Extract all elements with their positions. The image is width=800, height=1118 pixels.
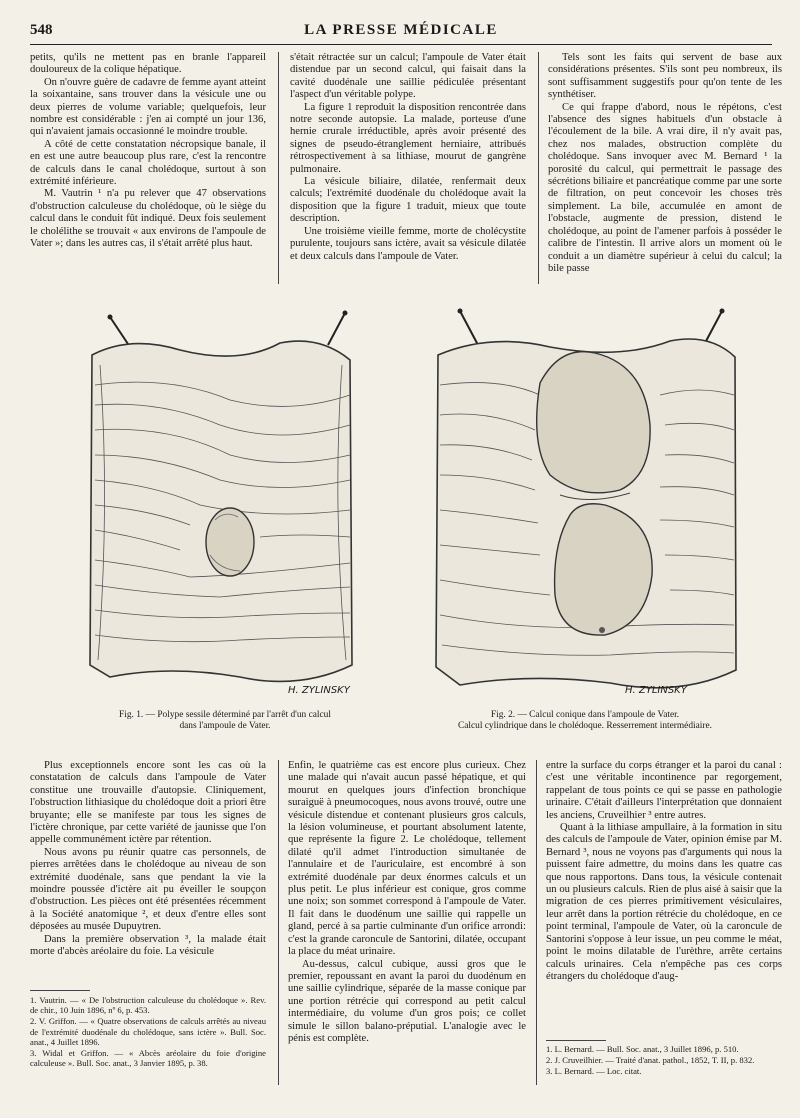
- page-header: [30, 18, 772, 45]
- column-divider: [278, 760, 279, 1085]
- paragraph: Quant à la lithiase ampullaire, à la formation in situ des calculs de l'ampoule de Vater, opinion émise par M. Bernard ³, nous ne voyons pas d'arguments qui nous la puissent faire admettre, du moins dans les quatre cas que nous rapportons. Dans tous, la vésicule contenait un ou plusieurs calculs. Rien de plus aisé à saisir que la migration de ces pierres primitivement vésiculaires, leur arrêt dans la portion rétrécie du cholédoque, en ce point terminal, l'ampoule de Vater, où la caroncule de Santorini s'oppose à leur issue, un peu comme le méat, point le moins dilatable de l'urèthre, arrête certains calculs urinaires. Cela n'empêche pas ces corps étrangers du cholédoque d'aug-: [546, 822, 782, 982]
- footnote: 3. L. Bernard. — Loc. citat.: [546, 1066, 642, 1077]
- paragraph: Tels sont les faits qui servent de base aux considérations présentes. S'ils sont peu nombreux, ils sont suffisamment suggestifs pour qu'on tente de les synthétiser.: [548, 52, 782, 101]
- column-divider: [278, 52, 279, 284]
- footnote: 2. V. Griffon. — « Quatre observations de calculs arrêtés au niveau de l'extrémité duodénale du cholédoque, sans ictère ». Bull. Soc. anat., 4 Juillet 1896.: [30, 1016, 266, 1047]
- figure-1-caption: Fig. 1. — Polype sessile déterminé par l'arrêt d'un calcul dans l'ampoule de Vater.: [119, 710, 331, 731]
- journal-title: LA PRESSE MÉDICALE: [304, 22, 498, 38]
- footnote: 1. L. Bernard. — Bull. Soc. anat., 3 Juillet 1896, p. 510.: [546, 1044, 739, 1054]
- figure-2-signature: H. ZYLINSKY: [625, 685, 687, 696]
- paragraph: Ce qui frappe d'abord, nous le répétons, c'est l'absence des signes habituels d'un obstacle à l'écoulement de la bile. A vrai dire, il n'y avait pas, chez nos malades, obstruction complète du cholédoque. Sans invoquer avec M. Bernard ¹ la porosité du calcul, qui permettrait le passage des sécrétions biliaire et pancréatique comme par une sorte de filtration, on peut concevoir les choses très simplement. La bile, accumulée en amont de l'obstacle, augmente de pression, distend le cholédoque, au point de l'amener parfois à posséder le calibre de l'intestin. Il arrive alors un moment où le conduit a un diamètre supérieur à celui du calcul; la bile passe: [548, 101, 782, 274]
- paragraph: La vésicule biliaire, dilatée, renfermait deux calculs; l'extrémité duodénale du cholédoque avait la disposition que la figure 1 traduit, mieux que toute description.: [290, 176, 526, 225]
- paragraph: M. Vautrin ¹ n'a pu relever que 47 observations d'obstruction calculeuse du cholédoque, où le siège du calcul dans le conduit fût indiqué. Deux fois seulement le cholélithe se trouvait « aux environs de l'ampoule de Vater »; dans les autres cas, il s'était arrêté plus haut.: [30, 188, 266, 250]
- paragraph: Une troisième vieille femme, morte de cholécystite purulente, toujours sans ictère, avait sa vésicule dilatée et deux calculs dans l'ampoule de Vater.: [290, 225, 526, 262]
- paragraph: On n'ouvre guère de cadavre de femme ayant atteint la soixantaine, sans trouver dans la vésicule une ou deux pierres de volume variable; quelquefois, leur nombre est considérable : j'en ai compté un jour 136, qui n'avaient jamais occasionné le moindre trouble.: [30, 76, 266, 138]
- bottom-column-3: [546, 760, 782, 983]
- footnote: 1. Vautrin. — « De l'obstruction calculeuse du cholédoque ». Rev. de chir., 10 Juin 1896, nº 6, p. 453.: [30, 995, 266, 1016]
- column-divider: [538, 52, 539, 284]
- figure-2-illustration: [420, 305, 740, 705]
- footnotes-left: [30, 995, 266, 1069]
- footnotes-right: [546, 1044, 782, 1078]
- figure-1-illustration: [70, 305, 370, 705]
- paragraph: La figure 1 reproduit la disposition rencontrée dans notre seconde autopsie. La malade, porteuse d'une hernie crurale irréductible, après avoir présenté des signes de pseudo-étranglement herniaire, attribués rétrospectivement à sa lithiase, mourut de gangrène pulmonaire.: [290, 101, 526, 175]
- footnote: 3. Widal et Griffon. — « Abcès aréolaire du foie d'origine calculeuse ». Bull. Soc. anat., 3 Janvier 1895, p. 38.: [30, 1048, 266, 1069]
- paragraph: Plus exceptionnels encore sont les cas où la constatation de calculs dans l'ampoule de Vater constitue une trouvaille d'autopsie. Cliniquement, l'obstruction lithiasique du cholédoque doit a priori être bruyante; elle se manifeste par tous les signes de l'ictère chronique, par cette variété de jaunisse que l'on appelle communément ictère par rétention.: [30, 760, 266, 846]
- paragraph: Enfin, le quatrième cas est encore plus curieux. Chez une malade qui n'avait aucun passé hépatique, et qui mourut en quelques jours d'infection bronchique suraiguë à pneumocoques, nous avons trouvé, outre une vésicule distendue et contenant plusieurs gros calculs, la lésion volumineuse, et pourtant absolument latente, que représente la figure 2. Le cholédoque, tellement dilaté qu'il admet l'introduction simultanée de l'annulaire et de l'auriculaire, est encombré à son extrémité duodénale par deux énormes calculs et un plus petit. Le plus inférieur est conique, gros comme une noix; son sommet correspond à l'ampoule de Vater. Il fait dans le duodénum une saillie qui rappelle un gland, percé à sa partie culminante d'un orifice arrondi: c'est la grande caroncule de Santorini, dilatée, occupant la place du méat urinaire.: [288, 760, 526, 958]
- top-column-3: [548, 52, 782, 275]
- figure-2: [420, 305, 740, 705]
- paragraph: petits, qu'ils ne mettent pas en branle l'appareil douloureux de la colique hépatique.: [30, 52, 266, 76]
- bottom-column-1: [30, 760, 266, 959]
- column-divider: [536, 760, 537, 1085]
- paragraph: Dans la première observation ³, la malade était morte d'abcès aréolaire du foie. La vésicule: [30, 933, 266, 958]
- footnote-rule: [546, 1040, 606, 1041]
- footnote: 2. J. Cruveilhier. — Traité d'anat. pathol., 1852, T. II, p. 832.: [546, 1055, 755, 1066]
- figure-1-signature: H. ZYLINSKY: [288, 685, 350, 696]
- paragraph: Au-dessus, calcul cubique, aussi gros que le premier, repoussant en avant la paroi du duodénum en une saillie cylindrique, séparée de la masse conique par une portion rétrécie qui correspond au petit calcul intermédiaire, du volume d'un gros pois; ce collet simule le sillon balano-préputial. L'analogie avec le pénis est complète.: [288, 958, 526, 1044]
- paragraph: Nous avons pu réunir quatre cas personnels, de pierres arrêtées dans le cholédoque au niveau de son extrémité duodénale, sans que pendant la vie la moindre poussée d'ictère ait pu éveiller le soupçon d'obstruction. Les pièces ont été présentées récemment à la Société anatomique ², et deux d'entre elles sont déposées au musée Dupuytren.: [30, 846, 266, 933]
- figure-2-caption: Fig. 2. — Calcul conique dans l'ampoule de Vater. Calcul cylindrique dans le cholédoque. Resserrement intermédiaire.: [457, 710, 713, 731]
- paragraph: s'était rétractée sur un calcul; l'ampoule de Vater était distendue par un second calcul, qui faisait dans la cavité duodénale une saillie pédiculée présentant l'aspect d'un véritable polype.: [290, 52, 526, 101]
- paragraph: A côté de cette constatation nécropsique banale, il en est une autre beaucoup plus rare, c'est la rencontre de calculs dans le canal cholédoque, surtout à son extrémité inférieure.: [30, 138, 266, 188]
- bottom-column-2: [288, 760, 526, 1045]
- top-column-1: [30, 52, 266, 251]
- footnote-rule: [30, 990, 90, 991]
- page-number: 548: [30, 22, 53, 38]
- top-column-2: [290, 52, 526, 263]
- paragraph: entre la surface du corps étranger et la paroi du canal : c'est une véritable incontinence par regorgement, rappelant de tous points ce qui se passe en pathologie urinaire. C'était d'ailleurs l'interprétation que donnaient les anciens, Cruveilhier ³ entre autres.: [546, 760, 782, 821]
- figure-1: [70, 305, 370, 705]
